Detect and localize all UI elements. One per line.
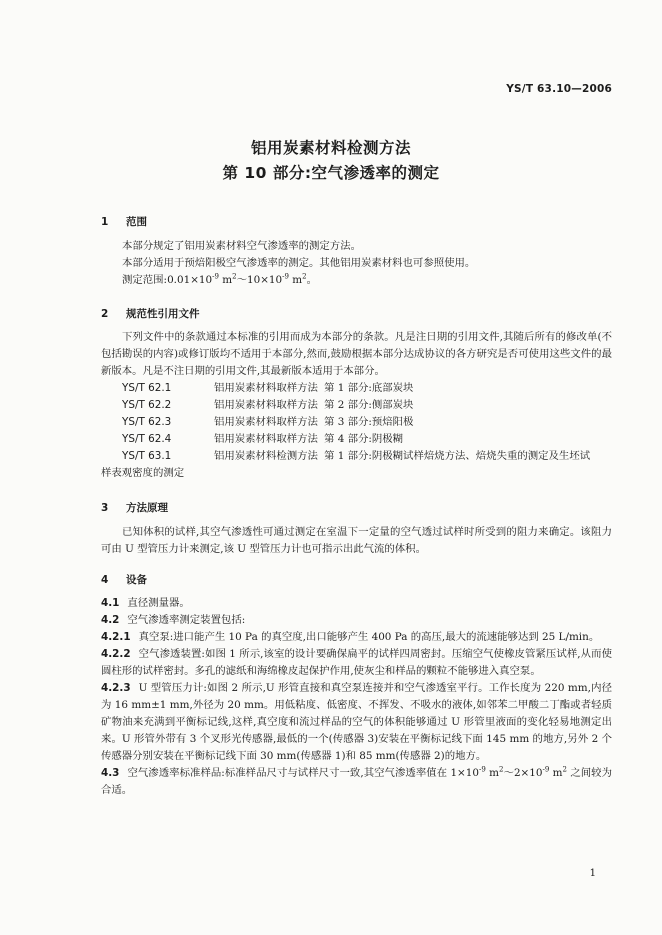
section-title: 规范性引用文件 <box>126 308 200 320</box>
reference-code: YS/T 63.1 <box>122 450 172 462</box>
standard-number: YS/T 63.10—2006 <box>506 83 612 95</box>
clause-4-2-1 <box>101 629 612 646</box>
reference-part: 第 1 部分:底部炭块 <box>324 382 414 394</box>
reference-code: YS/T 62.1 <box>122 382 172 394</box>
section-3-heading <box>101 500 168 515</box>
reference-code: YS/T 62.2 <box>122 399 172 411</box>
page-number: 1 <box>589 868 596 879</box>
clause-text: 真空泵:进口能产生 10 Pa 的真空度,出口能够产生 400 Pa 的高压,最大的流速能够达到 25 L/min。 <box>138 631 600 643</box>
paragraph: 下列文件中的条款通过本标准的引用而成为本部分的条款。凡是注日期的引用文件,其随后所有的修改单(不包括勘误的内容)或修订版均不适用于本部分,然而,鼓励根据本部分达成协议的各方研究是否可使用这些文件的最新版本。凡是不注日期的引用文件,其最新版本适用于本部分。 <box>101 331 612 377</box>
document-title: 铝用炭素材料检测方法 <box>250 139 411 157</box>
paragraph: 本部分规定了铝用炭素材料空气渗透率的测定方法。 <box>122 240 361 252</box>
section-title: 设备 <box>126 574 147 586</box>
clause-4-2-2 <box>101 646 612 680</box>
section-4-heading <box>101 572 147 587</box>
clause-4-3: 4.3 空气渗透率标准样品:标准样品尺寸与试样尺寸一致,其空气渗透率值在 $1\times 10^{-9}$ $m^2\sim 2\times 10^{-9}$ $m^2$ 之间较为合适。 <box>101 765 612 796</box>
reference-item <box>101 380 612 397</box>
reference-item <box>101 448 612 465</box>
clause-4-2-3 <box>101 680 612 765</box>
clause-number: 4.2 <box>101 614 120 626</box>
section-number: 4 <box>101 574 109 586</box>
section-3-body <box>101 524 612 558</box>
measurement-range: 测定范围$:0.01\times 10^{-9}$ $m^2\sim 10\times 10^{-9}$ $m^2$。 <box>122 272 317 286</box>
clause-number: 4.2.1 <box>101 631 131 643</box>
reference-continuation: 样表观密度的测定 <box>101 467 185 479</box>
section-number: 2 <box>101 308 109 320</box>
clause-number: 4.3 <box>101 767 120 779</box>
section-1-body <box>101 238 612 289</box>
section-title: 方法原理 <box>126 502 168 514</box>
clause-4-1 <box>101 595 612 612</box>
reference-name: 铝用炭素材料取样方法 <box>214 416 318 428</box>
reference-name: 铝用炭素材料取样方法 <box>214 433 318 445</box>
reference-part: 第 1 部分:阴极糊试样焙烧方法、焙烧失重的测定及生坯试 <box>324 450 591 462</box>
clause-text: 直径测量器。 <box>127 597 190 609</box>
reference-code: YS/T 62.4 <box>122 433 172 445</box>
section-4-body <box>101 595 612 799</box>
reference-name: 铝用炭素材料检测方法 <box>214 450 318 462</box>
clause-text: 空气渗透装置:如图 1 所示,该室的设计要确保扁平的试样四周密封。压缩空气使橡皮管紧压试样,从而使圆柱形的试样密封。多孔的滤纸和海绵橡皮起保护作用,使灰尘和样品的颗粒不能够进入真空泵。 <box>101 648 612 677</box>
reference-part: 第 2 部分:侧部炭块 <box>324 399 414 411</box>
section-1-heading <box>101 214 147 229</box>
reference-item <box>101 397 612 414</box>
clause-text: 空气渗透率测定装置包括: <box>127 614 246 626</box>
reference-part: 第 3 部分:预焙阳极 <box>324 416 414 428</box>
section-2-heading <box>101 306 200 321</box>
document-subtitle: 第 10 部分:空气渗透率的测定 <box>222 164 440 182</box>
reference-code: YS/T 62.3 <box>122 416 172 428</box>
section-2-body <box>101 329 612 482</box>
reference-part: 第 4 部分:阴极糊 <box>324 433 404 445</box>
clause-number: 4.1 <box>101 597 120 609</box>
clause-number: 4.2.2 <box>101 648 131 660</box>
clause-4-2 <box>101 612 612 629</box>
reference-name: 铝用炭素材料取样方法 <box>214 382 318 394</box>
section-number: 1 <box>101 216 109 228</box>
reference-item <box>101 414 612 431</box>
reference-name: 铝用炭素材料取样方法 <box>214 399 318 411</box>
clause-number: 4.2.3 <box>101 682 131 694</box>
reference-item <box>101 431 612 448</box>
section-number: 3 <box>101 502 109 514</box>
paragraph: 已知体积的试样,其空气渗透性可通过测定在室温下一定量的空气透过试样时所受到的阻力来确定。该阻力可由 U 型管压力计来测定,该 U 型管压力计也可指示出此气流的体积。 <box>101 526 612 555</box>
paragraph: 本部分适用于预焙阳极空气渗透率的测定。其他铝用炭素材料也可参照使用。 <box>122 257 476 269</box>
section-title: 范围 <box>126 216 147 228</box>
clause-text: U 型管压力计:如图 2 所示,U 形管直接和真空泵连接并和空气渗透室平行。工作长度为 220 mm,内径为 16 mm±1 mm,外径为 20 mm。用低粘度、低密度、不挥发、不吸水的液体,如邻苯二甲酸二丁酯或者轻质矿物油来充满到平衡标记线,这样,真空度和流过样品的空气的体积能够通过 U 形管里液面的变化轻易地测定出来。U 形管外带有 3 个叉形光传感器,最低的一个(传感器 3)安装在平衡标记线下面 145 mm 的地方,另外 2 个传感器分别安装在平衡标记线下面 30 mm(传感器 1)和 85 mm(传感器 2)的地方。 <box>101 682 612 762</box>
